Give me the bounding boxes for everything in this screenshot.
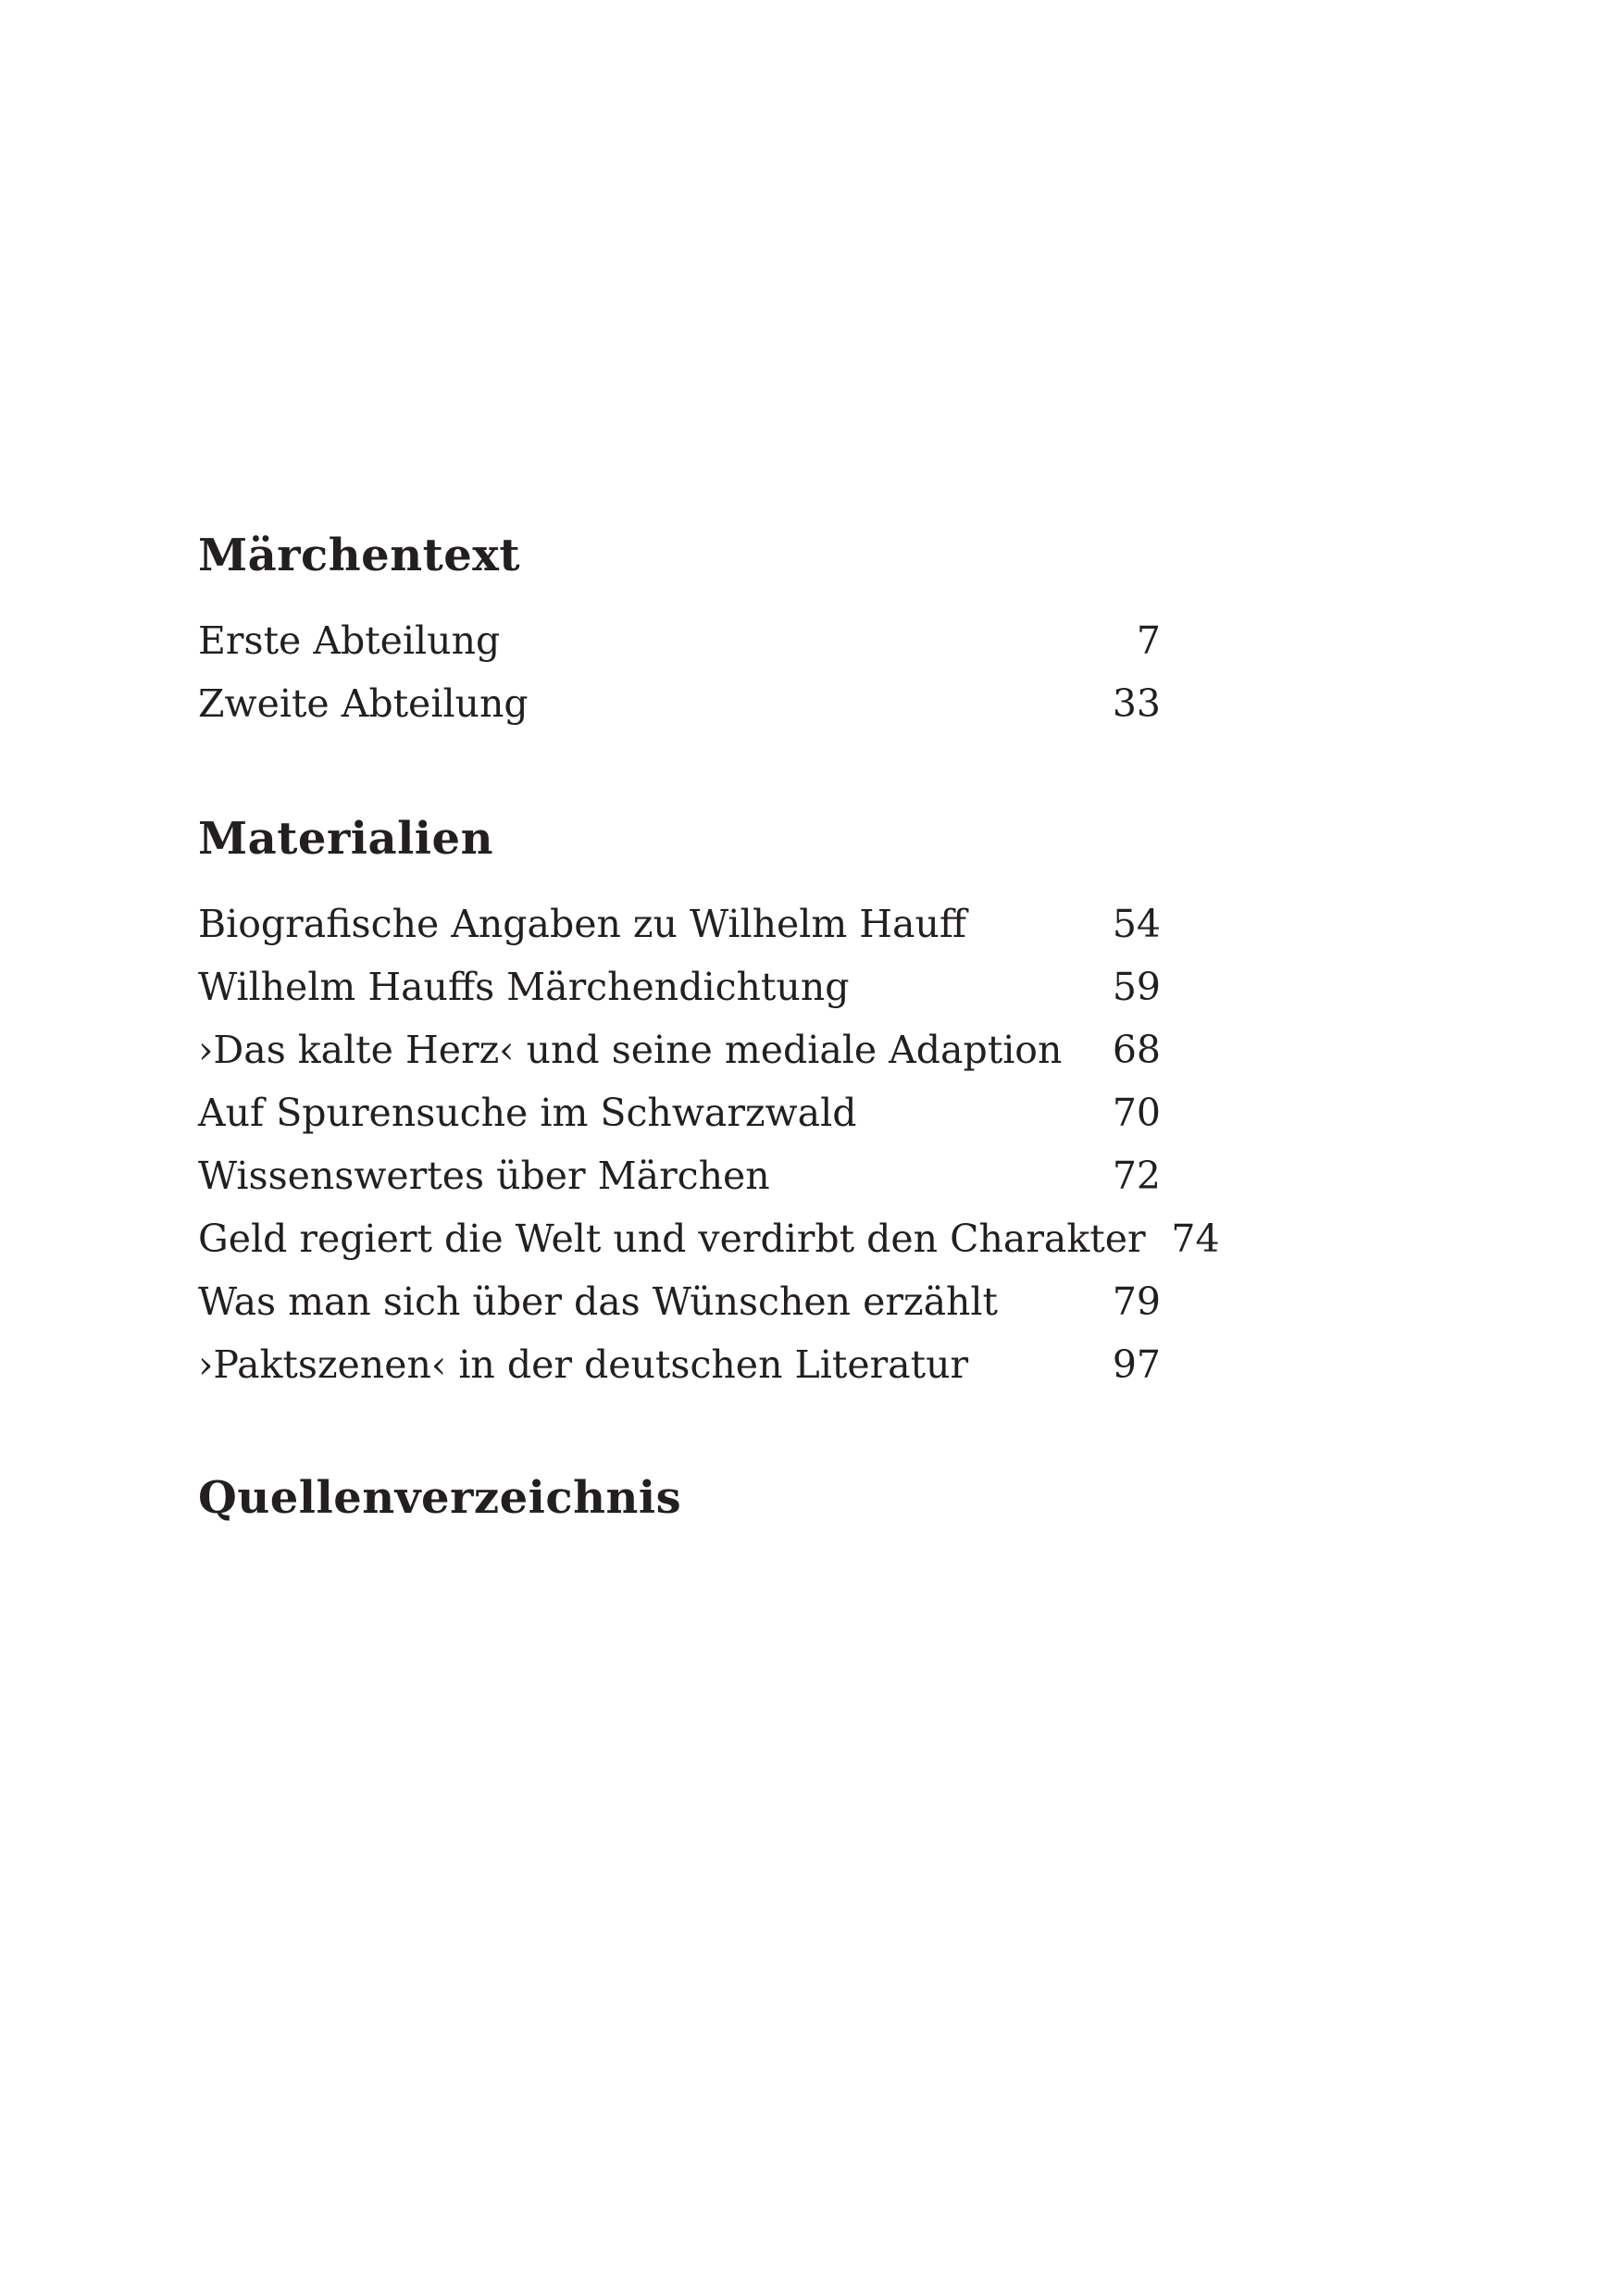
toc-entry[interactable] bbox=[198, 892, 1161, 955]
toc-entry-title: Wissenswertes über Märchen bbox=[198, 1154, 770, 1198]
table-of-contents bbox=[198, 528, 1220, 1526]
toc-entry[interactable] bbox=[198, 1207, 1220, 1270]
toc-entry-page-number: 68 bbox=[1112, 1028, 1161, 1072]
toc-entry[interactable] bbox=[198, 955, 1161, 1018]
toc-entry-title: Geld regiert die Welt und verdirbt den Charakter bbox=[198, 1217, 1146, 1261]
toc-entry-page-number: 7 bbox=[1136, 618, 1161, 663]
toc-entry-title: Zweite Abteilung bbox=[198, 681, 529, 726]
toc-entry-title: Was man sich über das Wünschen erzählt bbox=[198, 1279, 999, 1324]
toc-entry-page-number: 72 bbox=[1112, 1154, 1161, 1198]
section-heading[interactable]: Quellenverzeichnis bbox=[198, 1472, 682, 1524]
toc-entry-page-number: 97 bbox=[1112, 1342, 1161, 1387]
toc-entry-title: Auf Spurensuche im Schwarzwald bbox=[198, 1091, 857, 1135]
toc-entry-list bbox=[198, 609, 1161, 735]
toc-entry-page-number: 59 bbox=[1112, 965, 1161, 1009]
toc-entry-list bbox=[198, 892, 1220, 1396]
toc-entry-page-number: 79 bbox=[1112, 1279, 1161, 1324]
toc-entry[interactable] bbox=[198, 1333, 1161, 1396]
toc-section-quellenverzeichnis bbox=[198, 1470, 1161, 1526]
toc-entry-title: Wilhelm Hauffs Märchendichtung bbox=[198, 965, 850, 1009]
toc-entry-page-number: 74 bbox=[1171, 1217, 1220, 1261]
toc-entry-title: ›Paktszenen‹ in der deutschen Literatur bbox=[198, 1342, 969, 1387]
toc-section-maerchentext bbox=[198, 528, 1161, 735]
toc-entry[interactable] bbox=[198, 1018, 1161, 1081]
toc-entry-title: Biografische Angaben zu Wilhelm Hauff bbox=[198, 902, 967, 946]
toc-entry-page-number: 54 bbox=[1112, 902, 1161, 946]
toc-entry-title: Erste Abteilung bbox=[198, 618, 501, 663]
toc-entry[interactable] bbox=[198, 1270, 1161, 1333]
toc-entry[interactable] bbox=[198, 609, 1161, 672]
toc-section-materialien bbox=[198, 811, 1220, 1396]
toc-entry-title: ›Das kalte Herz‹ und seine mediale Adaption bbox=[198, 1028, 1063, 1072]
section-heading: Materialien bbox=[198, 813, 493, 865]
toc-entry-page-number: 33 bbox=[1112, 681, 1161, 726]
toc-entry[interactable] bbox=[198, 1081, 1161, 1144]
toc-entry[interactable] bbox=[198, 1144, 1161, 1207]
toc-entry-page-number: 70 bbox=[1112, 1091, 1161, 1135]
section-heading: Märchentext bbox=[198, 530, 521, 581]
toc-entry[interactable] bbox=[198, 672, 1161, 735]
